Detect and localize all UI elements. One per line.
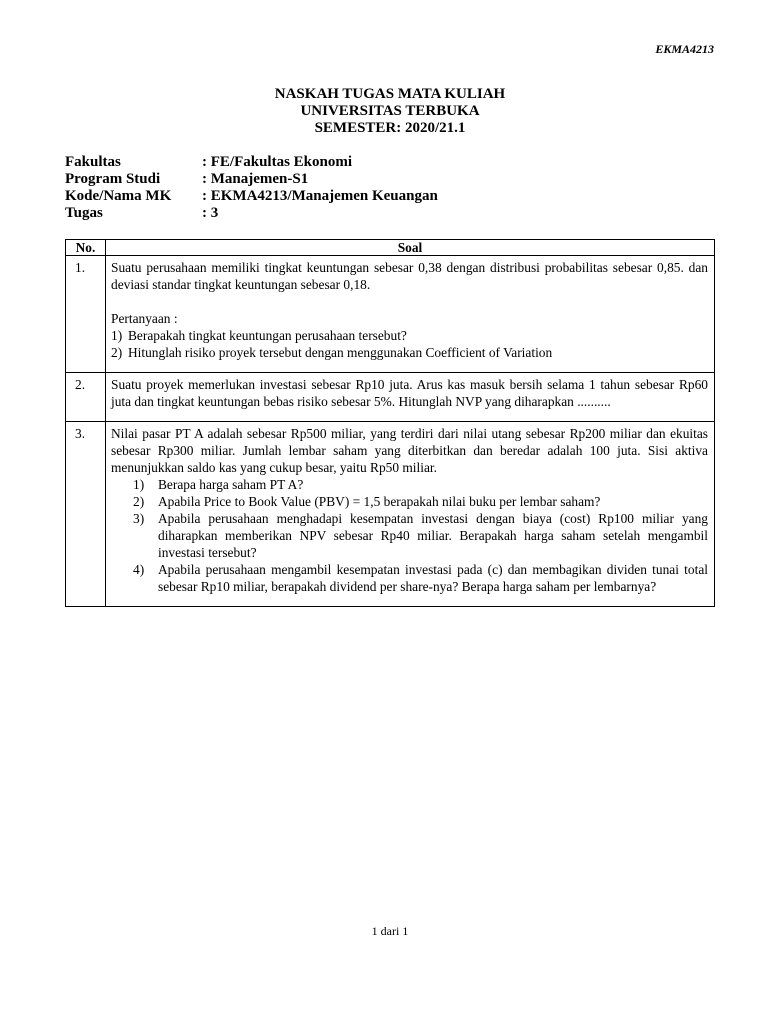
table-header-row — [66, 240, 715, 256]
sub-question-list — [111, 327, 708, 361]
list-item — [111, 344, 708, 361]
table-row — [66, 256, 715, 373]
list-item — [111, 561, 708, 595]
question-intro: Nilai pasar PT A adalah sebesar Rp500 miliar, yang terdiri dari nilai utang sebesar Rp200 miliar dan ekuitas sebesar Rp300 miliar. Jumlah lembar saham yang diterbitkan dan beredar adalah 100 juta. Sisi aktiva menunjukkan saldo kas yang cukup besar, yaitu Rp50 miliar. — [111, 426, 708, 475]
table-row — [66, 422, 715, 607]
question-intro: Suatu perusahaan memiliki tingkat keuntungan sebesar 0,38 dengan distribusi probabilitas sebesar 0,85. dan deviasi standar tingkat keuntungan sebesar 0,18. — [111, 260, 708, 292]
question-number: 1. — [66, 256, 106, 373]
meta-row-kode-mk — [65, 188, 438, 205]
meta-label: Fakultas — [65, 154, 121, 170]
question-body — [106, 422, 715, 607]
list-item-text: Apabila perusahaan mengambil kesempatan investasi pada (c) dan membagikan dividen tunai total sebesar Rp10 miliar, berapakah dividend per share-nya? Berapa harga saham per lembarnya? — [158, 562, 708, 594]
list-item-text: Berapa harga saham PT A? — [158, 477, 304, 492]
question-intro: Suatu proyek memerlukan investasi sebesar Rp10 juta. Arus kas masuk bersih selama 1 tahun sebesar Rp60 juta dan tingkat keuntungan bebas risiko sebesar 5%. Hitunglah NVP yang diharapkan .......... — [111, 377, 708, 409]
title-line-3: SEMESTER: 2020/21.1 — [314, 120, 466, 136]
list-item — [111, 476, 708, 493]
meta-value: : EKMA4213/Manajemen Keuangan — [202, 188, 438, 204]
list-item-text: Apabila perusahaan menghadapi kesempatan investasi dengan biaya (cost) Rp100 miliar yang diharapkan memberikan NPV sebesar Rp40 miliar. Berapakah harga saham setelah mengambil investasi tersebut? — [158, 511, 708, 560]
column-header-soal: Soal — [106, 240, 715, 256]
list-marker: 1) — [111, 328, 123, 343]
list-item — [111, 493, 708, 510]
meta-value: : 3 — [202, 205, 219, 221]
question-body — [106, 256, 715, 373]
list-item-text: Berapakah tingkat keuntungan perusahaan tersebut? — [128, 328, 407, 343]
column-header-no: No. — [66, 240, 106, 256]
page-number: 1 dari 1 — [371, 924, 409, 938]
title-line-2: UNIVERSITAS TERBUKA — [300, 103, 480, 119]
list-marker: 2) — [133, 494, 145, 509]
question-number: 3. — [66, 422, 106, 607]
document-title — [0, 86, 768, 137]
course-code-header: EKMA4213 — [655, 42, 714, 56]
course-info — [65, 154, 438, 222]
list-marker: 1) — [133, 477, 145, 492]
questions-table — [65, 239, 715, 607]
meta-row-tugas — [65, 205, 438, 222]
question-body — [106, 373, 715, 422]
question-prompt: Pertanyaan : — [111, 311, 178, 326]
table-row — [66, 373, 715, 422]
sub-question-list — [111, 476, 708, 595]
list-marker: 2) — [111, 345, 123, 360]
list-marker: 4) — [133, 562, 145, 577]
meta-label: Program Studi — [65, 171, 161, 187]
meta-value: : Manajemen-S1 — [202, 171, 309, 187]
meta-label: Tugas — [65, 205, 103, 221]
list-item — [111, 327, 708, 344]
list-item-text: Apabila Price to Book Value (PBV) = 1,5 berapakah nilai buku per lembar saham? — [158, 494, 601, 509]
meta-row-program-studi — [65, 171, 438, 188]
meta-row-fakultas — [65, 154, 438, 171]
list-marker: 3) — [133, 511, 145, 526]
meta-label: Kode/Nama MK — [65, 188, 172, 204]
title-line-1: NASKAH TUGAS MATA KULIAH — [274, 86, 506, 102]
question-number: 2. — [66, 373, 106, 422]
meta-value: : FE/Fakultas Ekonomi — [202, 154, 353, 170]
list-item — [111, 510, 708, 561]
list-item-text: Hitunglah risiko proyek tersebut dengan menggunakan Coefficient of Variation — [128, 345, 553, 360]
